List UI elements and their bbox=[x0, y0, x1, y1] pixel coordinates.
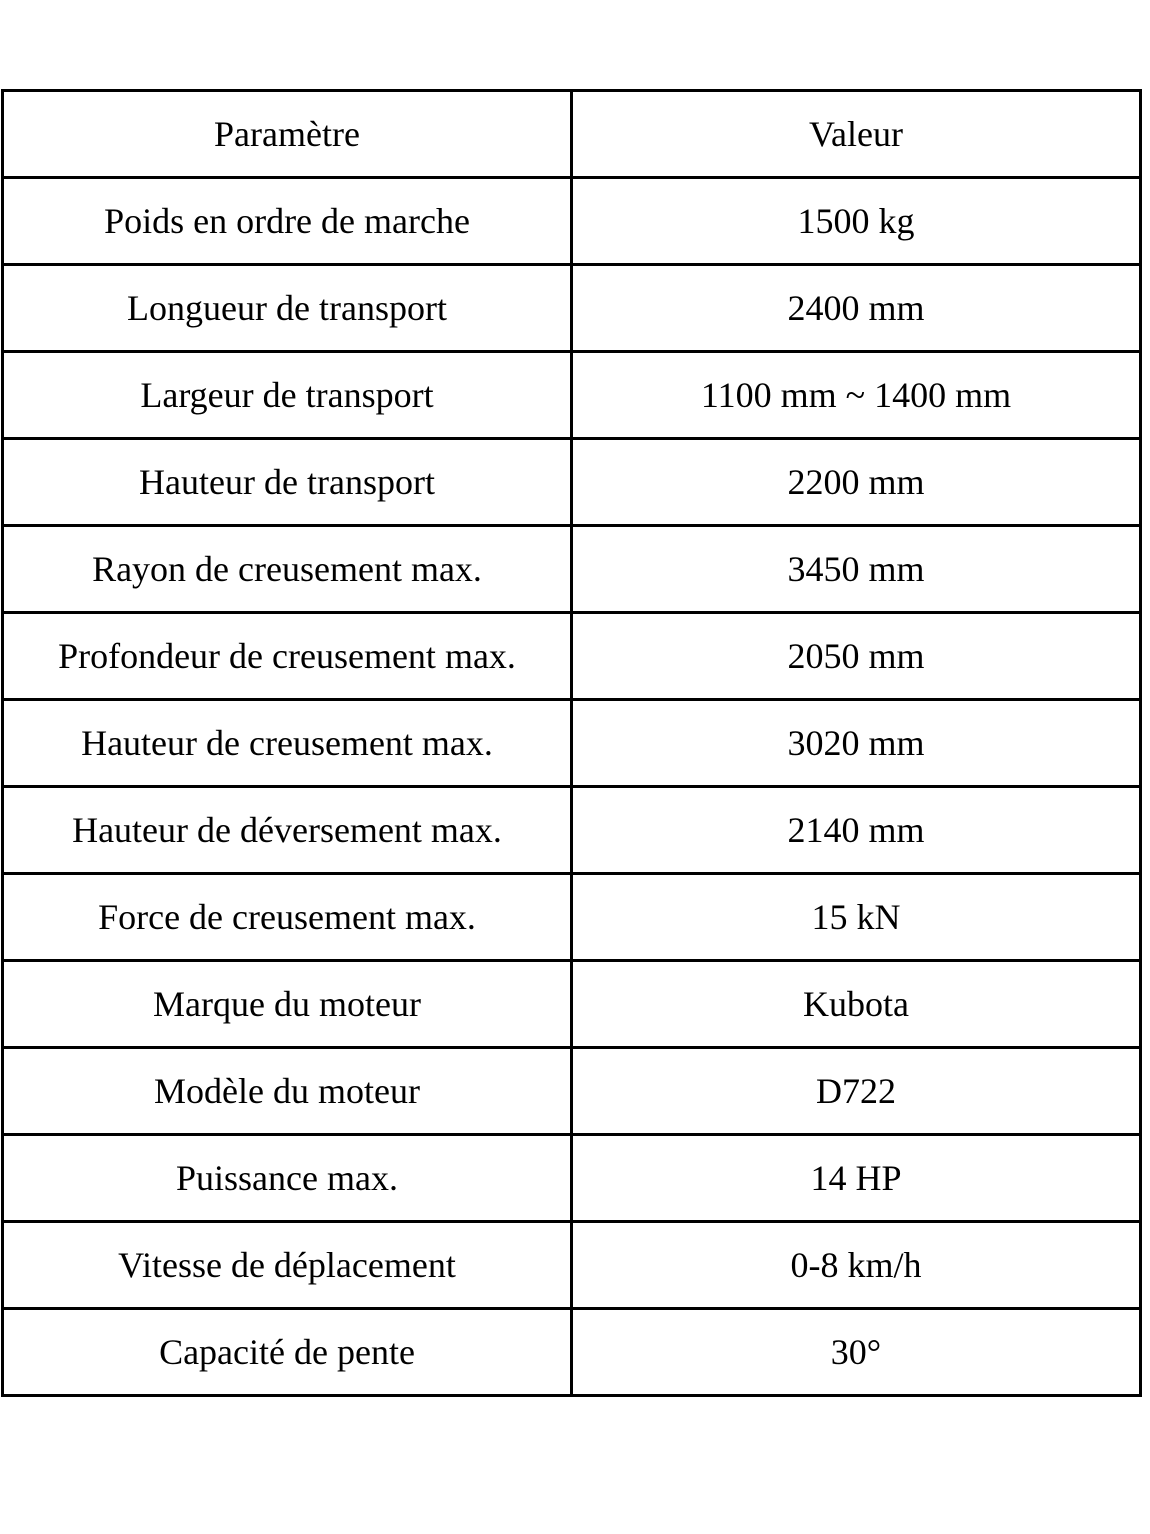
header-parameter-cell: Paramètre bbox=[3, 91, 572, 178]
parameter-cell: Rayon de creusement max. bbox=[3, 526, 572, 613]
value-cell: 30° bbox=[572, 1309, 1141, 1396]
parameter-cell: Hauteur de déversement max. bbox=[3, 787, 572, 874]
table-row bbox=[3, 874, 1141, 961]
parameter-cell: Modèle du moteur bbox=[3, 1048, 572, 1135]
parameter-cell: Puissance max. bbox=[3, 1135, 572, 1222]
table-row bbox=[3, 1222, 1141, 1309]
table-row bbox=[3, 700, 1141, 787]
value-cell: 0-8 km/h bbox=[572, 1222, 1141, 1309]
table-row bbox=[3, 613, 1141, 700]
table-row bbox=[3, 1135, 1141, 1222]
value-cell: Kubota bbox=[572, 961, 1141, 1048]
table-row bbox=[3, 178, 1141, 265]
parameter-cell: Marque du moteur bbox=[3, 961, 572, 1048]
parameter-cell: Hauteur de creusement max. bbox=[3, 700, 572, 787]
table-row bbox=[3, 787, 1141, 874]
value-cell: 2400 mm bbox=[572, 265, 1141, 352]
value-cell: 2140 mm bbox=[572, 787, 1141, 874]
table-header-row bbox=[3, 91, 1141, 178]
table-row bbox=[3, 961, 1141, 1048]
table-row bbox=[3, 265, 1141, 352]
value-cell: 3450 mm bbox=[572, 526, 1141, 613]
specifications-table bbox=[1, 89, 1142, 1397]
parameter-cell: Hauteur de transport bbox=[3, 439, 572, 526]
table-row bbox=[3, 1048, 1141, 1135]
parameter-cell: Largeur de transport bbox=[3, 352, 572, 439]
value-cell: 1500 kg bbox=[572, 178, 1141, 265]
value-cell: D722 bbox=[572, 1048, 1141, 1135]
parameter-cell: Longueur de transport bbox=[3, 265, 572, 352]
table-row bbox=[3, 352, 1141, 439]
parameter-cell: Poids en ordre de marche bbox=[3, 178, 572, 265]
value-cell: 2050 mm bbox=[572, 613, 1141, 700]
table-body bbox=[3, 91, 1141, 1396]
value-cell: 14 HP bbox=[572, 1135, 1141, 1222]
value-cell: 15 kN bbox=[572, 874, 1141, 961]
value-cell: 1100 mm ~ 1400 mm bbox=[572, 352, 1141, 439]
table-row bbox=[3, 439, 1141, 526]
parameter-cell: Capacité de pente bbox=[3, 1309, 572, 1396]
parameter-cell: Vitesse de déplacement bbox=[3, 1222, 572, 1309]
parameter-cell: Profondeur de creusement max. bbox=[3, 613, 572, 700]
parameter-cell: Force de creusement max. bbox=[3, 874, 572, 961]
table-row bbox=[3, 1309, 1141, 1396]
header-value-cell: Valeur bbox=[572, 91, 1141, 178]
value-cell: 2200 mm bbox=[572, 439, 1141, 526]
table-row bbox=[3, 526, 1141, 613]
value-cell: 3020 mm bbox=[572, 700, 1141, 787]
